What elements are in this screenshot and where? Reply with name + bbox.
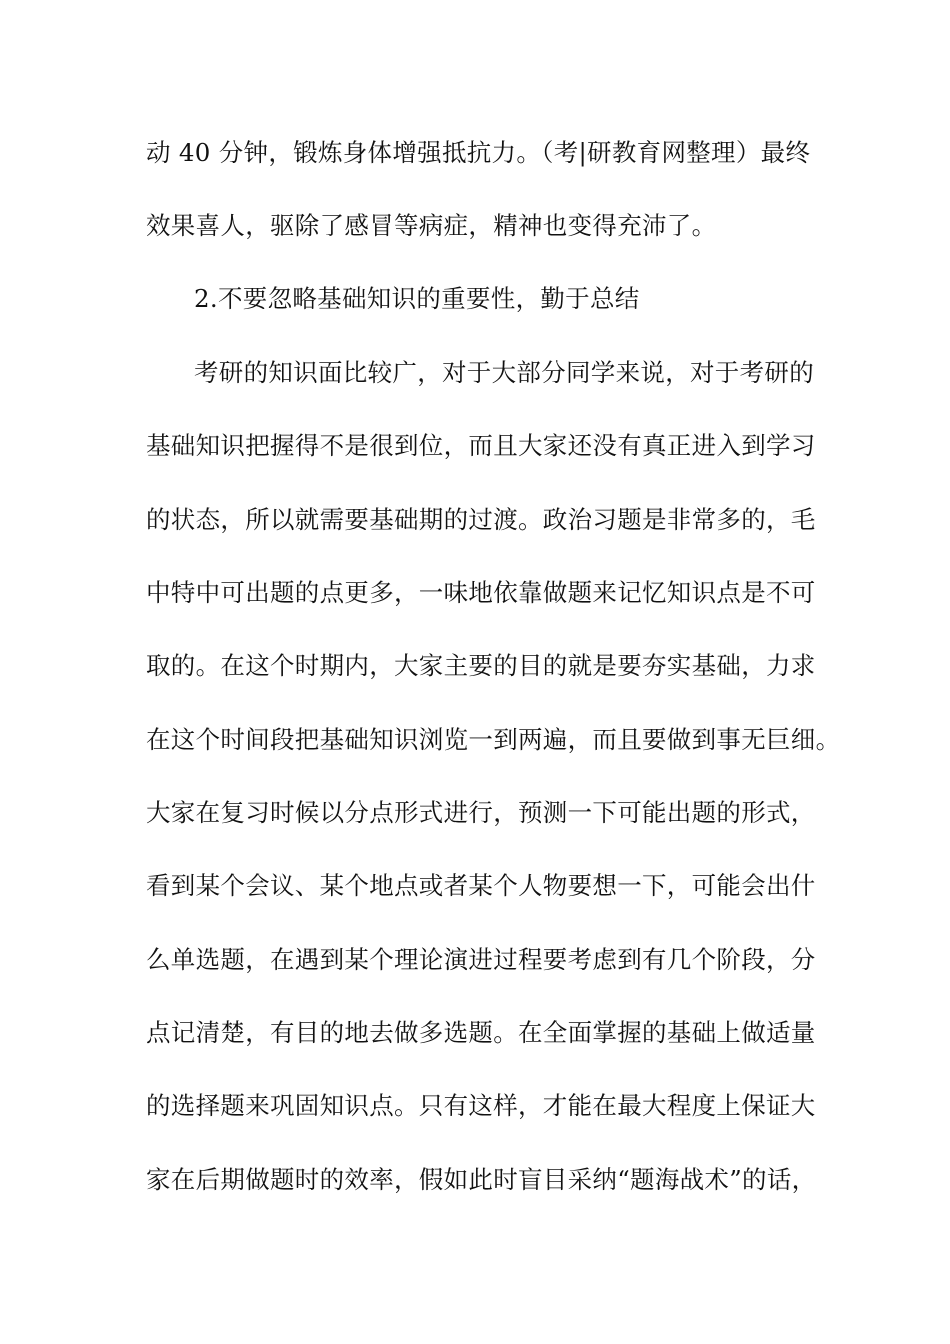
- text-line: 效果喜人，驱除了感冒等病症，精神也变得充沛了。: [146, 211, 717, 240]
- text-line: 取的。在这个时期内，大家主要的目的就是要夯实基础，力求: [146, 651, 816, 680]
- text-line: 动 40 分钟，锻炼身体增强抵抗力。（考|研教育网整理）最终: [146, 138, 811, 167]
- text-line: 的选择题来巩固知识点。只有这样，才能在最大程度上保证大: [146, 1091, 816, 1120]
- text-line: 的状态，所以就需要基础期的过渡。政治习题是非常多的，毛: [146, 505, 816, 534]
- section-heading: 2.不要忽略基础知识的重要性，勤于总结: [194, 284, 640, 313]
- text-line: 点记清楚，有目的地去做多选题。在全面掌握的基础上做适量: [146, 1018, 816, 1047]
- text-line: 基础知识把握得不是很到位，而且大家还没有真正进入到学习: [146, 431, 816, 460]
- text-line: 么单选题，在遇到某个理论演进过程要考虑到有几个阶段，分: [146, 945, 816, 974]
- text-line: 看到某个会议、某个地点或者某个人物要想一下，可能会出什: [146, 871, 816, 900]
- paragraph-first-line: 考研的知识面比较广，对于大部分同学来说，对于考研的: [194, 358, 814, 387]
- text-line: 大家在复习时候以分点形式进行，预测一下可能出题的形式，: [146, 798, 816, 827]
- text-line: 家在后期做题时的效率，假如此时盲目采纳“题海战术”的话，: [146, 1165, 817, 1194]
- text-line: 在这个时间段把基础知识浏览一到两遍，而且要做到事无巨细。: [146, 725, 841, 754]
- text-line: 中特中可出题的点更多，一味地依靠做题来记忆知识点是不可: [146, 578, 816, 607]
